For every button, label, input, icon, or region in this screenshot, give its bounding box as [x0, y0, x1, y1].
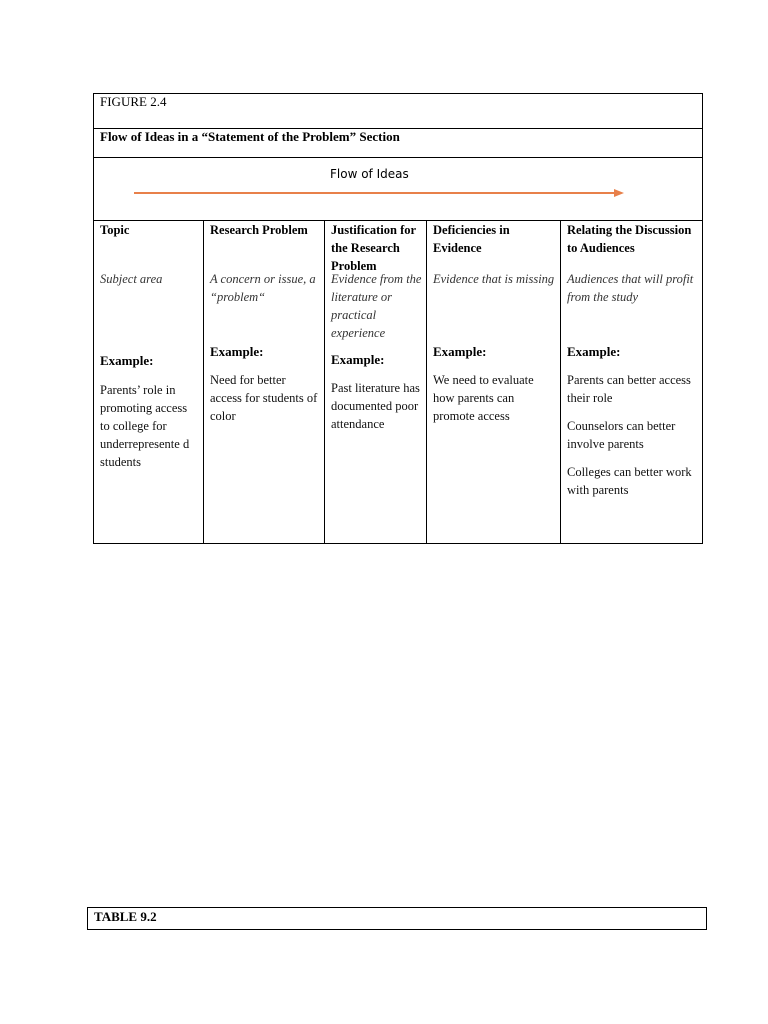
example-text: Need for better access for students of color [210, 373, 318, 423]
column-justification [324, 221, 426, 543]
columns-row [94, 221, 702, 543]
flow-label: Flow of Ideas [330, 167, 409, 181]
example-text: We need to evaluate how parents can promote access [433, 373, 534, 423]
column-description: Evidence that is missing [433, 272, 555, 286]
figure-2-4 [93, 93, 703, 544]
example-label: Example: [567, 344, 621, 359]
column-description: Subject area [100, 272, 163, 286]
example-text: Parents’ role in promoting access to college for underrepresente d students [100, 383, 190, 469]
column-heading: Topic [100, 223, 130, 237]
example-label: Example: [433, 344, 487, 359]
example-text: Colleges can better work with parents [567, 465, 692, 497]
flow-row [94, 158, 702, 221]
column-description: A concern or issue, a “problem“ [210, 272, 316, 304]
column-description: Evidence from the literature or practical experience [331, 272, 422, 340]
example-text: Past literature has documented poor attendance [331, 381, 420, 431]
column-heading: Relating the Discussion to Audiences [567, 223, 692, 255]
example-text: Counselors can better involve parents [567, 419, 676, 451]
example-label: Example: [100, 353, 154, 368]
column-deficiencies [426, 221, 560, 543]
figure-caption: Flow of Ideas in a “Statement of the Problem” Section [100, 129, 400, 144]
example-label: Example: [210, 344, 264, 359]
flow-arrow-icon [134, 186, 624, 200]
column-heading: Deficiencies in Evidence [433, 223, 510, 255]
figure-label: FIGURE 2.4 [100, 94, 167, 109]
column-research-problem [203, 221, 324, 543]
column-heading: Justification for the Research Problem [331, 223, 416, 273]
column-heading: Research Problem [210, 223, 308, 237]
column-audiences [560, 221, 702, 543]
example-text: Parents can better access their role [567, 373, 691, 405]
figure-title-row [94, 94, 702, 129]
example-label: Example: [331, 352, 385, 367]
table-label: TABLE 9.2 [87, 907, 707, 930]
column-topic [94, 221, 203, 543]
column-description: Audiences that will profit from the study [567, 272, 694, 304]
